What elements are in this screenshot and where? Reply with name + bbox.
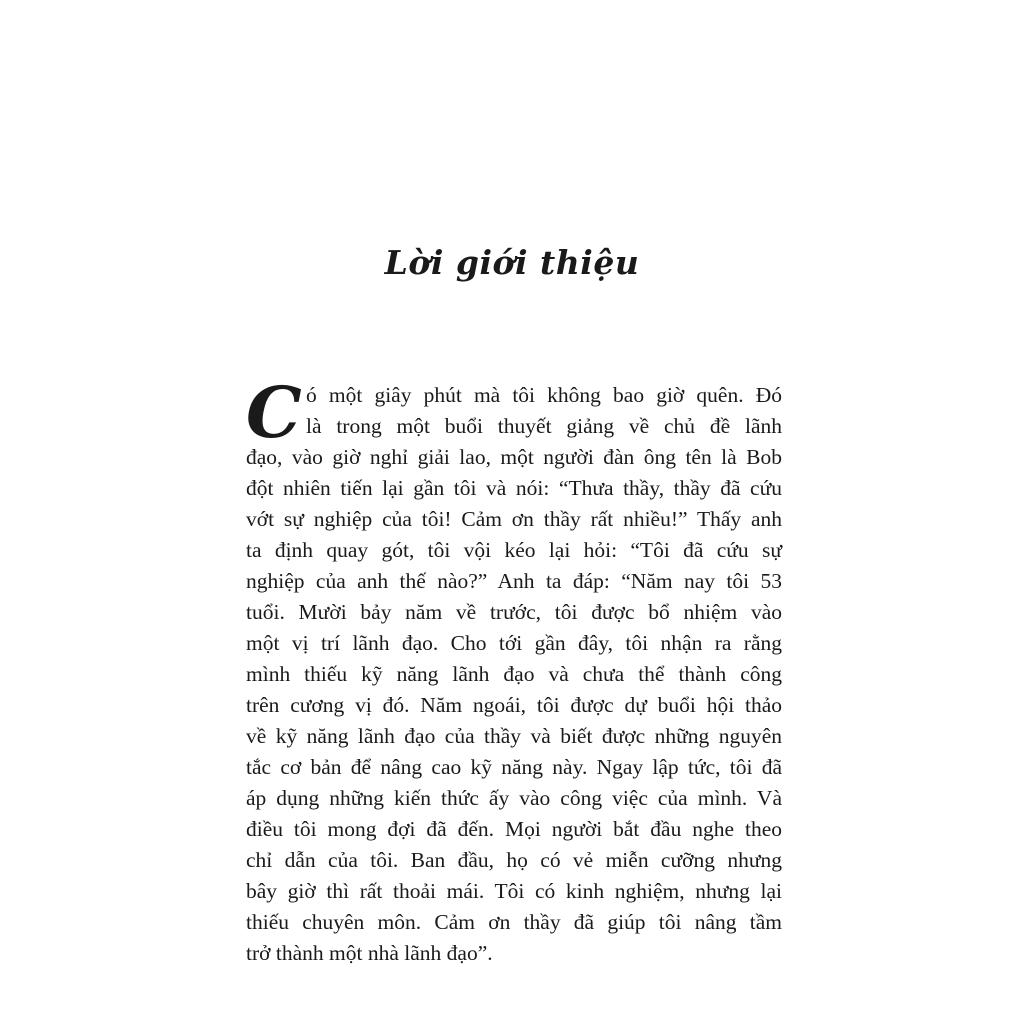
text-line: nghiệp của anh thế nào?” Anh ta đáp: “Năm nay tôi 53: [246, 569, 782, 593]
chapter-title: Lời giới thiệu: [384, 243, 640, 282]
text-line: đột nhiên tiến lại gần tôi và nói: “Thưa thầy, thầy đã cứu: [246, 476, 782, 500]
text-line: thiếu chuyên môn. Cảm ơn thầy đã giúp tôi nâng tầm: [246, 910, 782, 934]
text-line: về kỹ năng lãnh đạo của thầy và biết được những nguyên: [246, 724, 782, 748]
text-line: ta định quay gót, tôi vội kéo lại hỏi: “Tôi đã cứu sự: [246, 538, 782, 562]
text-line: mình thiếu kỹ năng lãnh đạo và chưa thể thành công: [246, 662, 782, 686]
text-line: vớt sự nghiệp của tôi! Cảm ơn thầy rất nhiều!” Thấy anh: [246, 507, 782, 531]
text-line: ó một giây phút mà tôi không bao giờ quên. Đó: [306, 383, 782, 407]
text-line: một vị trí lãnh đạo. Cho tới gần đây, tôi nhận ra rằng: [246, 631, 782, 655]
paragraph-lines: [246, 371, 782, 969]
text-line: bây giờ thì rất thoải mái. Tôi có kinh nghiệm, nhưng lại: [246, 879, 782, 903]
text-line: chỉ dẫn của tôi. Ban đầu, họ có vẻ miễn cưỡng nhưng: [246, 848, 782, 872]
text-line: đạo, vào giờ nghỉ giải lao, một người đàn ông tên là Bob: [246, 445, 782, 469]
text-line: điều tôi mong đợi đã đến. Mọi người bắt đầu nghe theo: [246, 817, 782, 841]
text-line: áp dụng những kiến thức ấy vào công việc của mình. Và: [246, 786, 782, 810]
intro-paragraph: [246, 371, 782, 969]
text-line: tuổi. Mười bảy năm về trước, tôi được bổ nhiệm vào: [246, 600, 782, 624]
text-line: trở thành một nhà lãnh đạo”.: [246, 941, 493, 965]
drop-cap-letter: C: [246, 371, 302, 454]
text-line: trên cương vị đó. Năm ngoái, tôi được dự buổi hội thảo: [246, 693, 782, 717]
text-line: là trong một buổi thuyết giảng về chủ đề lãnh: [306, 414, 782, 438]
text-line: tắc cơ bản để nâng cao kỹ năng này. Ngay lập tức, tôi đã: [246, 755, 782, 779]
